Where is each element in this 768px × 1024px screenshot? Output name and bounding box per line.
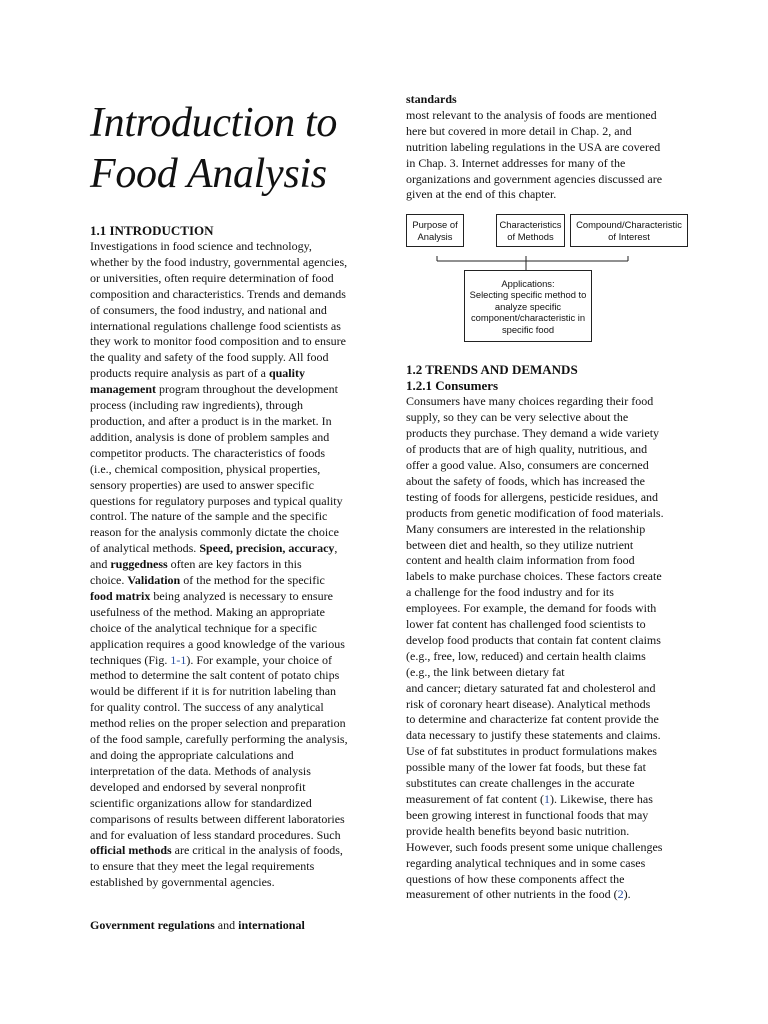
box-label: Selecting specific method to <box>469 289 587 301</box>
section-heading-trends-and-demands: 1.2 TRENDS AND DEMANDS <box>406 362 578 378</box>
bold-term-ruggedness: ruggedness <box>110 557 168 572</box>
characteristics-of-methods-box <box>496 214 565 247</box>
box-label: Analysis <box>417 230 453 242</box>
title-line-1: Introduction to <box>90 100 338 146</box>
text-run: , and <box>90 541 338 572</box>
figure-reference-link[interactable]: 1-1 <box>170 652 187 667</box>
text-run: are critical in the analysis of foods, to ensure that they meet the legal requirements established by governmental agencies. <box>90 843 343 890</box>
box-label: Applications: <box>501 277 555 289</box>
bold-term-speed-precision-accuracy: Speed, precision, accuracy <box>199 541 335 556</box>
standards-heading: standards <box>406 92 457 106</box>
text-run: of the method for the specific <box>183 573 325 588</box>
compound-characteristic-box <box>570 214 688 247</box>
citation-reference-link[interactable]: 2 <box>617 887 624 902</box>
bold-term-quality-management: quality management <box>90 366 305 397</box>
box-label: analyze specific <box>494 300 562 312</box>
text-run: program throughout the development process (including raw ingredients), through production, and after a product is in the market. In addition, analysis is done of problem samples and competitor products. The characteristics of foods (i.e., chemical composition, physical properties, sensory properties) are used to answer specific questions for regulatory purposes and typical quality control. The nature of the sample and the specific reason for the analysis commonly dictate the choice of analytical methods. <box>90 382 343 556</box>
consumers-paragraph <box>406 394 688 903</box>
box-label: Compound/Characteristic <box>576 219 682 231</box>
bold-term-international: international <box>238 918 305 933</box>
subsection-heading-consumers: 1.2.1 Consumers <box>406 378 499 394</box>
citation-reference-link[interactable]: 1 <box>543 792 550 806</box>
bold-term-validation: Validation <box>127 573 181 588</box>
box-label: specific food <box>501 323 555 335</box>
title-line-2: Food Analysis <box>90 151 327 197</box>
figure-1-1-diagram <box>406 214 688 344</box>
box-label: of Methods <box>507 230 554 242</box>
bold-term-government-regulations: Government regulations <box>90 918 215 933</box>
bold-term-food-matrix: food matrix <box>90 588 151 603</box>
applications-box <box>464 270 592 342</box>
box-label: Purpose of <box>412 219 458 231</box>
standards-paragraph: most relevant to the analysis of foods are mentioned here but covered in more detail in Chap. 2, and nutrition labeling regulations in the USA are covered in Chap. 3. Internet addresses for many of the organizations and government agencies discussed are given at the end of this chapter. <box>406 107 663 202</box>
text-run: being analyzed is necessary to ensure usefulness of the method. Making an appropriate choice of the analytical technique for a specific application requires a good knowledge of the various techniques (Fig. <box>90 588 345 667</box>
right-column <box>406 92 688 903</box>
purpose-of-analysis-box <box>406 214 464 247</box>
left-column <box>90 86 368 934</box>
government-regulations-heading <box>90 918 368 934</box>
text-run: Investigations in food science and technology, whether by the food industry, governmental agencies, or universities, often require determination of food composition and characteristics. Trends and demands of consumers, the food industry, and national and international regulations challenge food scientists as they work to monitor food composition and to ensure the quality and safety of the food supply. All food products require analysis as part of a <box>90 239 348 381</box>
bold-term-official-methods: official methods <box>90 843 172 858</box>
text-run: ). For example, your choice of method to determine the salt content of potato chips would be different if it is for nutrition labeling than for quality control. The success of any analytical method relies on the proper selection and preparation of the food sample, carefully performing the analysis, and doing the appropriate calculations and interpretation of the data. Methods of analysis developed and endorsed by several nonprofit scientific organizations allow for standardized comparisons of results between different laboratories and for evaluation of less standard procedures. Such <box>90 652 348 842</box>
text-run: ). Likewise, there has been growing interest in functional foods that may provide health benefits beyond basic nutrition. However, such foods present some unique challenges regarding analytical techniques and in some cases questions of how these components affect the measurement of other nutrients in the food ( <box>406 792 663 902</box>
text-run: Consumers have many choices regarding their food supply, so they can be very selective about the products they purchase. They demand a wide variety of products that are of high quality, nutritious, and offer a good value. Also, consumers are concerned about the safety of foods, which has increased the testing of foods for allergens, pesticide residues, and products from genetic modification of food materials. Many consumers are interested in the relationship between diet and health, so they utilize nutrient content and health claim information from food labels to make purchase choices. These factors create a challenge for the food industry and for its employees. For example, the demand for foods with lower fat content has challenged food scientists to develop food products that contain fat content claims (e.g., free, low, reduced) and certain health claims (e.g., the link between dietary fat and cancer; dietary saturated fat and cholesterol and risk of coronary heart disease). Analytical methods to determine and characterize fat content provide the data necessary to justify these statements and claims. Use of fat substitutes in product formulations makes possible many of the lower fat foods, but these fat substitutes can create challenges in the accurate measurement of fat content ( <box>406 394 664 806</box>
text-run: and <box>214 918 239 933</box>
introduction-paragraph <box>90 239 368 891</box>
section-heading-introduction: 1.1 INTRODUCTION <box>90 223 214 238</box>
box-label: component/characteristic in <box>470 312 586 324</box>
box-label: of Interest <box>608 230 650 242</box>
text-run: ). <box>623 887 631 902</box>
box-label: Characteristics <box>499 219 562 231</box>
document-title <box>90 98 368 200</box>
text-run: often are key factors in this choice. <box>90 557 302 588</box>
